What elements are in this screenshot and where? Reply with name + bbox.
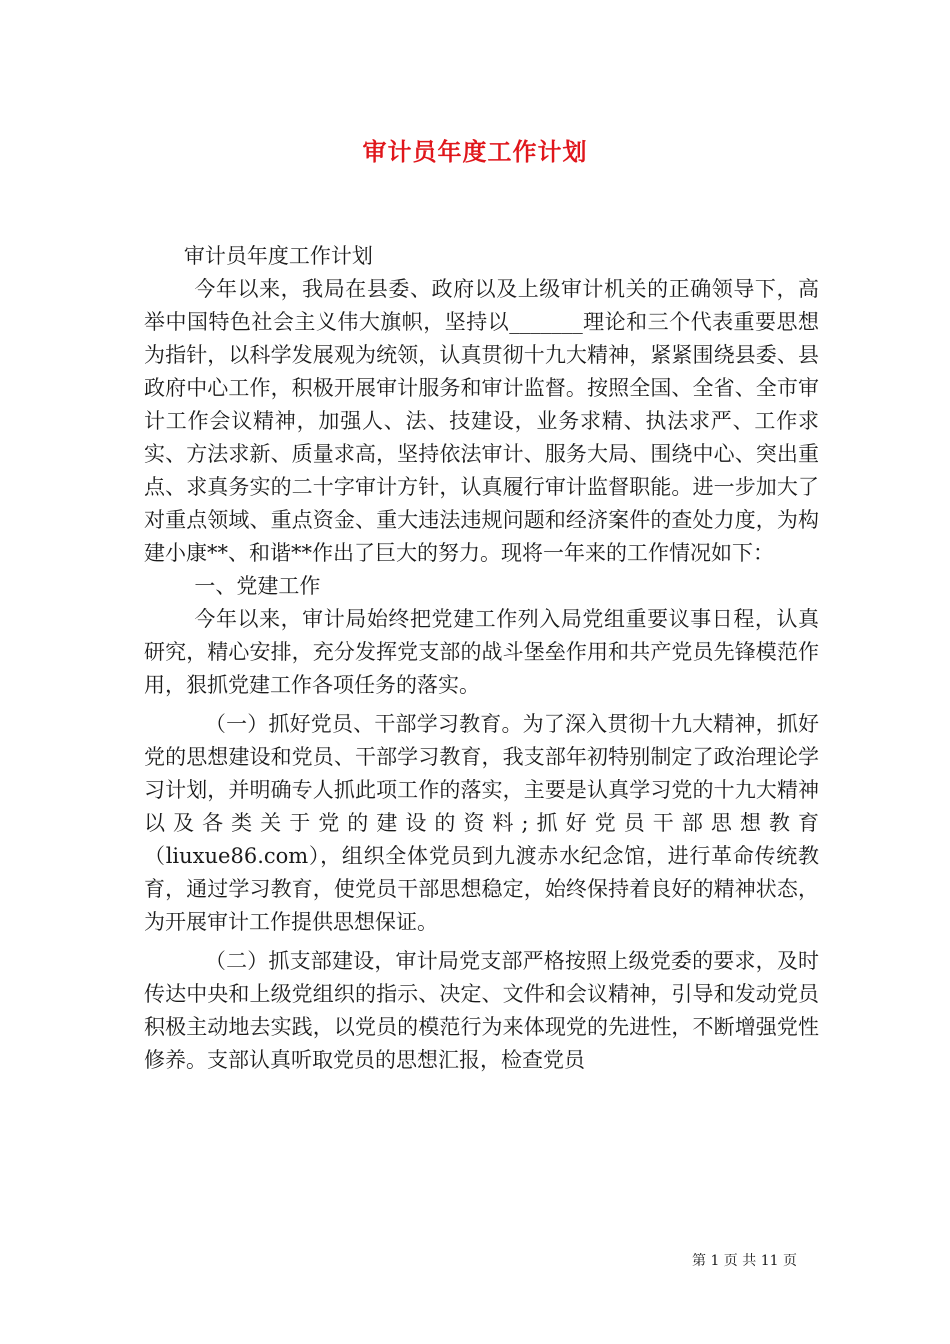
document-title: 审计员年度工作计划 — [362, 137, 588, 166]
body-subtitle: 审计员年度工作计划 — [183, 244, 373, 268]
intro-paragraph: 今年以来，我局在县委、政府以及上级审计机关的正确领导下，高举中国特色社会主义伟大旗帜，坚持以_______理论和三个代表重要思想为指针，以科学发展观为统领，认真贯彻十九大精神，紧紧围绕县委、县政府中心工作，积极开展审计服务和审计监督。按照全国、全省、全市审计工作会议精神，加强人、法、技建设，业务求精、执法求严、工作求实、方法求新、质量求高，坚持依法审计、服务大局、围绕中心、突出重点、求真务实的二十字审计方针，认真履行审计监督职能。进一步加大了对重点领域、重点资金、重大违法违规问题和经济案件的查处力度，为构建小康**、和谐**作出了巨大的努力。现将一年来的工作情况如下： — [144, 277, 819, 565]
party-building-paragraph: 今年以来，审计局始终把党建工作列入局党组重要议事日程，认真研究，精心安排，充分发挥党支部的战斗堡垒作用和共产党员先锋模范作用，狠抓党建工作各项任务的落实。 — [144, 607, 819, 697]
branch-building-paragraph: （二）抓支部建设，审计局党支部严格按照上级党委的要求，及时传达中央和上级党组织的指示、决定、文件和会议精神，引导和发动党员积极主动地去实践，以党员的模范行为来体现党的先进性，不断增强党性修养。支部认真听取党员的思想汇报，检查党员 — [144, 949, 819, 1072]
document-body — [144, 240, 819, 1077]
study-education-paragraph: （一）抓好党员、干部学习教育。为了深入贯彻十九大精神，抓好党的思想建设和党员、干部学习教育，我支部年初特别制定了政治理论学习计划，并明确专人抓此项工作的落实，主要是认真学习党的十九大精神以及各类关于党的建设的资料;抓好党员干部思想教育（liuxue86.com），组织全体党员到九渡赤水纪念馆，进行革命传统教育，通过学习教育，使党员干部思想稳定，始终保持着良好的精神状态，为开展审计工作提供思想保证。 — [144, 712, 819, 934]
page-number: 第 1 页 共 11 页 — [692, 1253, 797, 1269]
section-heading-party-building: 一、党建工作 — [194, 574, 321, 598]
